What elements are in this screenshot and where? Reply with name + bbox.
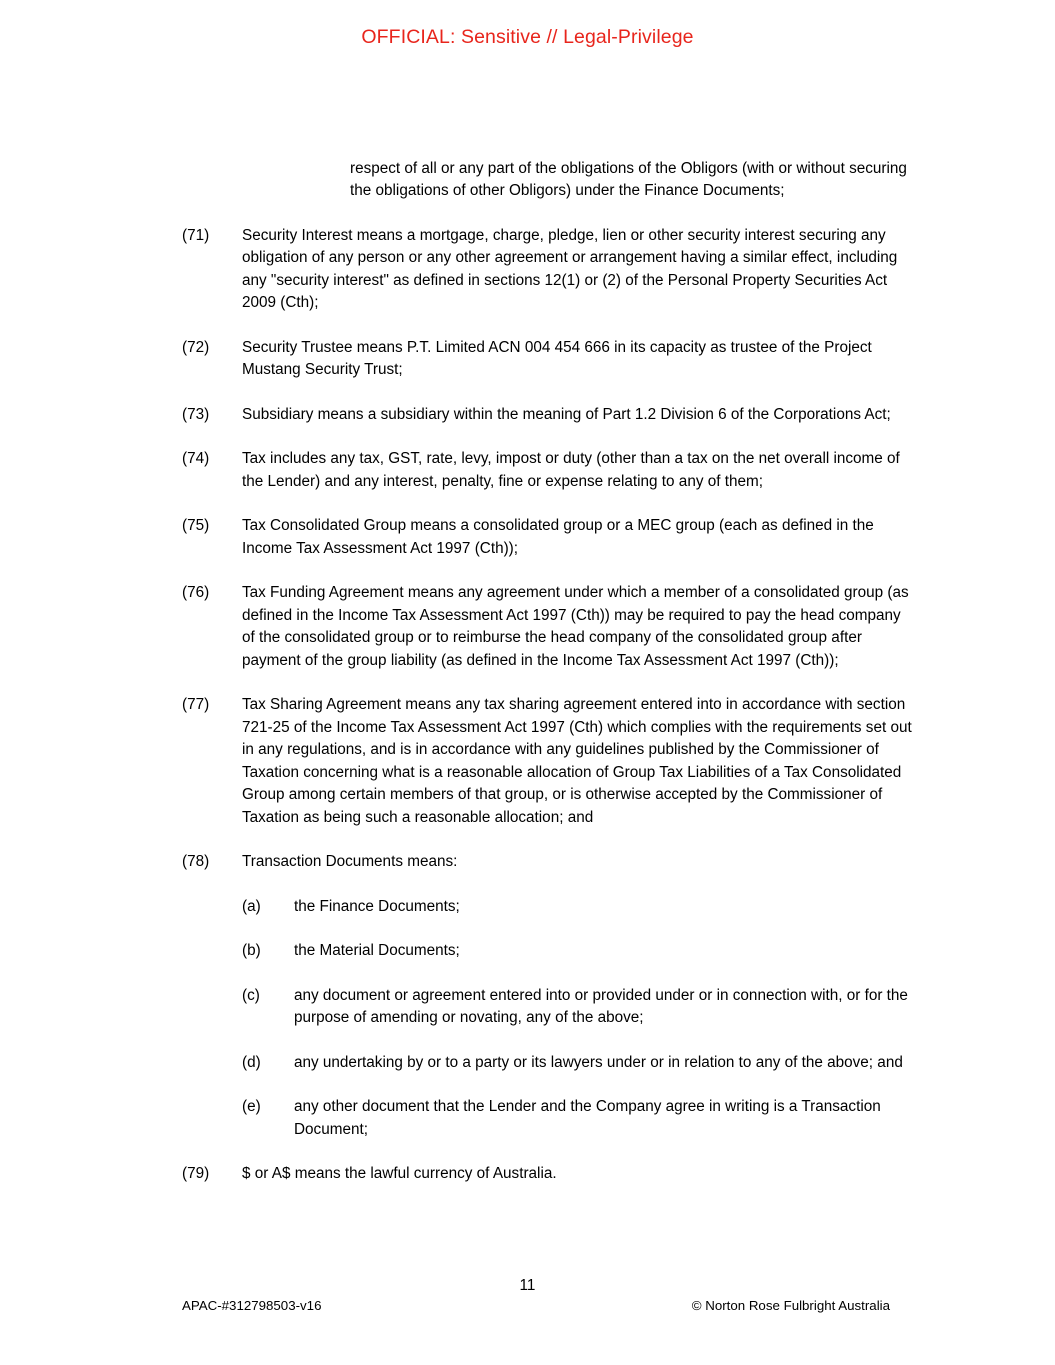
clause-text: Security Trustee means P.T. Limited ACN 004 454 666 in its capacity as trustee of the Project Mustang Security Trust; — [242, 338, 872, 379]
subclause-item — [182, 1096, 912, 1141]
clause-text: Tax Funding Agreement means any agreement under which a member of a consolidated group (as defined in the Income Tax Assessment Act 1997 (Cth)) may be required to pay the head company of the consolidated group or to reimburse the head company of the consolidated group after payment of the group liability (as defined in the Income Tax Assessment Act 1997 (Cth)); — [242, 584, 909, 669]
clause-item — [182, 448, 912, 493]
clause-item — [182, 225, 912, 315]
clause-text: Transaction Documents means: — [242, 853, 458, 871]
clause-number: (74) — [182, 450, 210, 468]
subclause-text: any undertaking by or to a party or its lawyers under or in relation to any of the above; and — [294, 1053, 903, 1071]
clause-item — [182, 404, 912, 426]
subclause-text: any other document that the Lender and the Company agree in writing is a Transaction Document; — [294, 1098, 881, 1138]
clause-text: $ or A$ means the lawful currency of Australia. — [242, 1165, 557, 1183]
subclause-number: (e) — [242, 1098, 261, 1116]
clause-number: (76) — [182, 584, 210, 602]
document-body — [182, 158, 912, 1186]
subclause-item — [182, 896, 912, 918]
classification-banner: OFFICIAL: Sensitive // Legal-Privilege — [361, 26, 694, 48]
clause-item — [182, 1163, 912, 1185]
subclause-item — [182, 1052, 912, 1074]
footer-copyright: © Norton Rose Fulbright Australia — [691, 1298, 890, 1313]
subclause-number: (c) — [242, 986, 260, 1004]
clause-text: Security Interest means a mortgage, charge, pledge, lien or other security interest securing any obligation of any person or any other agreement or arrangement having a similar effect, including any "security interest" as defined in sections 12(1) or (2) of the Personal Property Securities Act 2009 (Cth); — [242, 226, 898, 312]
subclause-item — [182, 940, 912, 962]
footer-doc-reference: APAC-#312798503-v16 — [182, 1298, 322, 1313]
page-number: 11 — [519, 1277, 536, 1294]
clause-number: (73) — [182, 405, 210, 423]
clause-number: (77) — [182, 696, 210, 714]
clause-item — [182, 694, 912, 829]
subclause-text: the Material Documents; — [294, 942, 460, 960]
clause-number: (79) — [182, 1165, 210, 1183]
clause-item — [182, 515, 912, 560]
clause-number: (78) — [182, 853, 210, 871]
clause-number: (71) — [182, 226, 210, 244]
clause-text: Tax Consolidated Group means a consolidated group or a MEC group (each as defined in the Income Tax Assessment Act 1997 (Cth)); — [242, 517, 874, 557]
clause-item — [182, 337, 912, 382]
clause-text: Tax includes any tax, GST, rate, levy, impost or duty (other than a tax on the net overall income of the Lender) and any interest, penalty, fine or expense relating to any of them; — [242, 450, 900, 490]
subclause-number: (b) — [242, 942, 261, 960]
subclause-text: the Finance Documents; — [294, 897, 460, 915]
subclause-number: (a) — [242, 897, 261, 915]
clause-number: (72) — [182, 338, 210, 356]
subclause-number: (d) — [242, 1053, 261, 1071]
clause-item — [182, 851, 912, 873]
subclause-item — [182, 985, 912, 1030]
subclause-text: any document or agreement entered into or provided under or in connection with, or for the purpose of amending or novating, any of the above; — [294, 986, 908, 1027]
clause-number: (75) — [182, 517, 210, 535]
clause-text: Tax Sharing Agreement means any tax sharing agreement entered into in accordance with section 721-25 of the Income Tax Assessment Act 1997 (Cth) which complies with the requirements set out in any regulations, and is in accordance with any guidelines published by the Commissioner of Taxation concerning what is a reasonable allocation of Group Tax Liabilities of a Tax Consolidated Group among certain members of that group, or is otherwise accepted by the Commissioner of Taxation as being such a reasonable allocation; and — [242, 696, 912, 826]
clause-text: Subsidiary means a subsidiary within the meaning of Part 1.2 Division 6 of the Corporations Act; — [242, 405, 891, 423]
lead-paragraph: respect of all or any part of the obligations of the Obligors (with or without securing the obligations of other Obligors) under the Finance Documents; — [350, 160, 907, 200]
clause-item — [182, 582, 912, 672]
